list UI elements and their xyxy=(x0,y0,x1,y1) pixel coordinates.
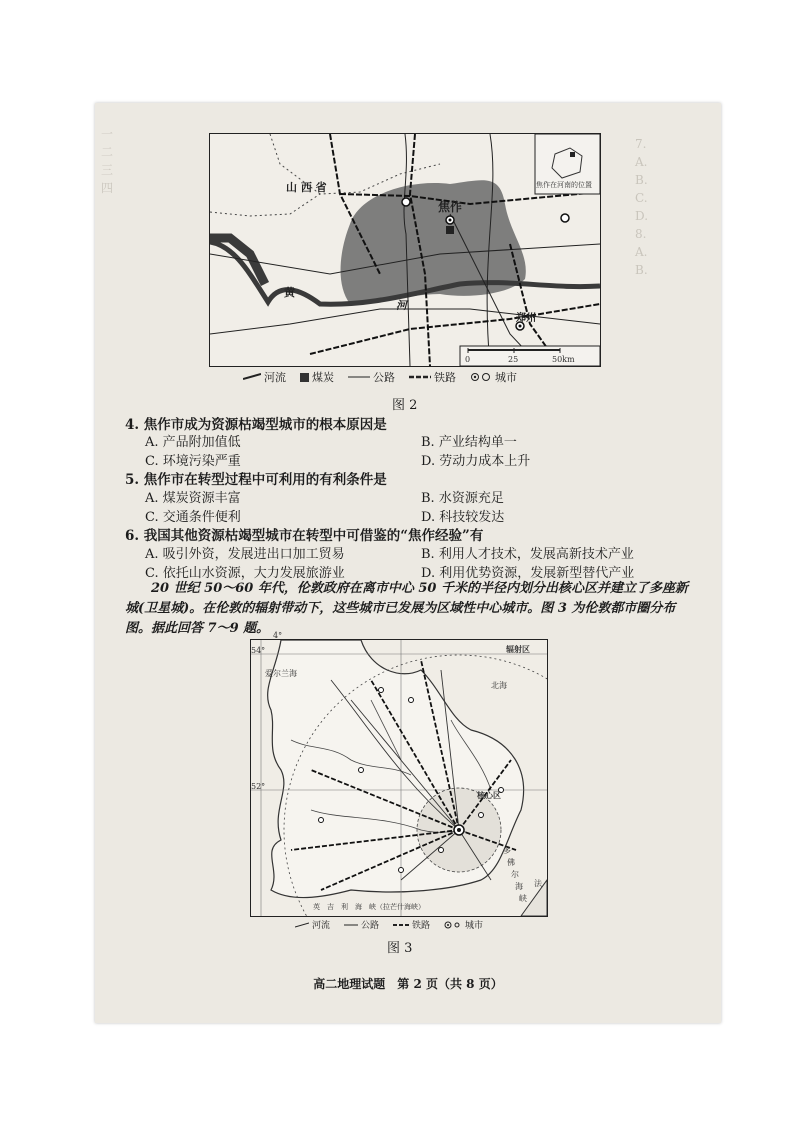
q6-option-a: A. 吸引外资，发展进出口加工贸易 xyxy=(145,547,345,562)
q6-option-b: B. 利用人才技术，发展高新技术产业 xyxy=(421,547,634,562)
label-he: 河 xyxy=(396,299,407,312)
label-zhengzhou: 郑州 xyxy=(516,313,536,324)
q6-option-c: C. 依托山水资源，大力发展旅游业 xyxy=(145,566,345,581)
q4-option-d: D. 劳动力成本上升 xyxy=(421,454,531,469)
legend3-river: 河流 xyxy=(295,918,330,931)
label-core-area: 核心区 xyxy=(477,790,501,800)
figure2-legend xyxy=(243,369,527,385)
q5-option-a: A. 煤炭资源丰富 xyxy=(145,491,241,506)
legend-city: 城市 xyxy=(470,369,517,385)
legend-railway: 铁路 xyxy=(434,371,456,384)
figure3-map xyxy=(250,639,548,917)
q4-option-a: A. 产品附加值低 xyxy=(145,435,241,450)
figure2-map xyxy=(209,133,601,367)
label-irish-sea: 爱尔兰海 xyxy=(265,669,297,678)
q4-option-b: B. 产业结构单一 xyxy=(421,435,517,450)
bleed-through-right: 7. A. B. C. D. 8. A. B. xyxy=(635,137,649,277)
q5-option-c: C. 交通条件便利 xyxy=(145,510,241,525)
label-strait-4: 海 xyxy=(515,882,523,891)
question-6-stem: 6. 我国其他资源枯竭型城市在转型中可借鉴的“焦作经验”有 xyxy=(125,528,484,544)
question-5-stem: 5. 焦作市在转型过程中可利用的有利条件是 xyxy=(125,472,387,488)
q5-option-d: D. 科技较发达 xyxy=(421,510,505,525)
legend3-road: 公路 xyxy=(361,921,380,931)
label-huang: 黄 xyxy=(284,286,295,299)
scale-0: 0 xyxy=(465,355,471,364)
legend-road: 公路 xyxy=(373,371,395,384)
scale-25: 25 xyxy=(508,355,519,364)
label-strait-5: 峡 xyxy=(519,894,527,903)
legend-coal: 煤炭 xyxy=(300,369,334,385)
label-lon: 4° xyxy=(273,631,283,640)
label-france: 法 xyxy=(534,879,542,888)
label-shanxi-province: 山 西 省 xyxy=(286,181,327,194)
label-lat52: 52° xyxy=(251,782,266,791)
page-footer: 高二地理试题 第 2 页（共 8 页） xyxy=(313,977,503,991)
label-lat54: 54° xyxy=(251,646,266,655)
legend3-railway: 铁路 xyxy=(412,921,431,931)
label-strait-1: 多 xyxy=(503,846,511,855)
label-inset: 焦作在河南的位置 xyxy=(536,181,592,189)
label-radiation-area: 辐射区 xyxy=(506,644,530,654)
label-north-sea: 北海 xyxy=(491,681,507,690)
passage-7-9: 20 世纪 50～60 年代，伦敦政府在离市中心 50 千米的半径内划分出核心区并建立了多座新城(卫星城)。在伦敦的辐射带动下，这些城市已发展为区域性中心城市。图 3 为伦敦都市圈分布图。据此回答 7～9 题。 xyxy=(125,581,688,636)
figure3-caption: 图 3 xyxy=(387,941,413,956)
legend3-city: 城市 xyxy=(444,918,483,931)
exam-page xyxy=(95,103,721,1023)
figure3-legend xyxy=(295,918,493,931)
legend-river: 河流 xyxy=(243,369,286,385)
jiaozuo-map-graphic xyxy=(210,134,600,366)
q4-option-c: C. 环境污染严重 xyxy=(145,454,241,469)
label-strait-3: 尔 xyxy=(511,870,519,879)
bleed-through-left: 一 二 三 四 xyxy=(101,127,114,195)
label-jiaozuo: 焦作 xyxy=(438,200,463,214)
label-strait-2: 佛 xyxy=(507,858,515,867)
question-4-stem: 4. 焦作市成为资源枯竭型城市的根本原因是 xyxy=(125,417,387,433)
q5-option-b: B. 水资源充足 xyxy=(421,491,504,506)
figure2-caption: 图 2 xyxy=(392,398,418,413)
q6-option-d: D. 利用优势资源，发展新型替代产业 xyxy=(421,566,635,581)
scale-50km: 50km xyxy=(552,355,575,364)
label-english-channel: 英 吉 利 海 峡（拉芒什海峡） xyxy=(313,903,425,911)
